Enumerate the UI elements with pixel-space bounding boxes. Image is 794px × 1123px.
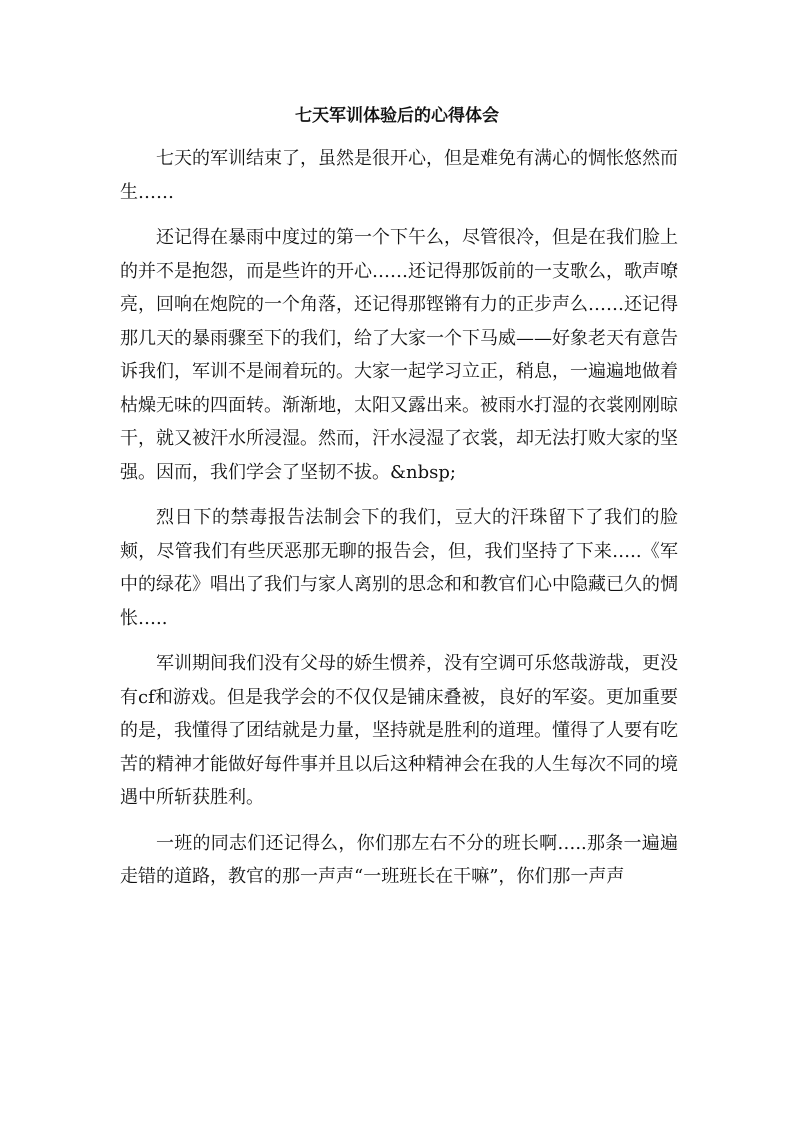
document-body (120, 142, 678, 906)
paragraph: 军训期间我们没有父母的娇生惯养，没有空调可乐悠哉游哉，更没有cf和游戏。但是我学会的不仅仅是铺床叠被，良好的军姿。更加重要的是，我懂得了团结就是力量，坚持就是胜利的道理。懂得了人要有吃苦的精神才能做好每件事并且以后这种精神会在我的人生每次不同的境遇中所斩获胜利。 (120, 653, 678, 808)
paragraph: 还记得在暴雨中度过的第一个下午么，尽管很冷，但是在我们脸上的并不是抱怨，而是些许的开心……还记得那饭前的一支歌么，歌声嘹亮，回响在炮院的一个角落，还记得那铿锵有力的正步声么……还记得那几天的暴雨骤至下的我们，给了大家一个下马威——好象老天有意告诉我们，军训不是闹着玩的。大家一起学习立正，稍息，一遍遍地做着枯燥无味的四面转。渐渐地，太阳又露出来。被雨水打湿的衣裳刚刚晾干，就又被汗水所浸湿。然而，汗水浸湿了衣裳，却无法打败大家的坚强。因而，我们学会了坚韧不拔。&nbsp; (120, 227, 678, 483)
paragraph: 一班的同志们还记得么，你们那左右不分的班长啊…..那条一遍遍走错的道路，教官的那一声声“一班班长在干嘛”，你们那一声声 (120, 832, 678, 887)
paragraph: 烈日下的禁毒报告法制会下的我们，豆大的汗珠留下了我们的脸颊，尽管我们有些厌恶那无聊的报告会，但，我们坚持了下来…..《军中的绿花》唱出了我们与家人离别的思念和和教官们心中隐藏已久的惆怅….. (120, 507, 678, 629)
document-title: 七天军训体验后的心得体会 (295, 106, 499, 126)
paragraph: 七天的军训结束了，虽然是很开心，但是难免有满心的惆怅悠然而生…… (120, 148, 678, 203)
